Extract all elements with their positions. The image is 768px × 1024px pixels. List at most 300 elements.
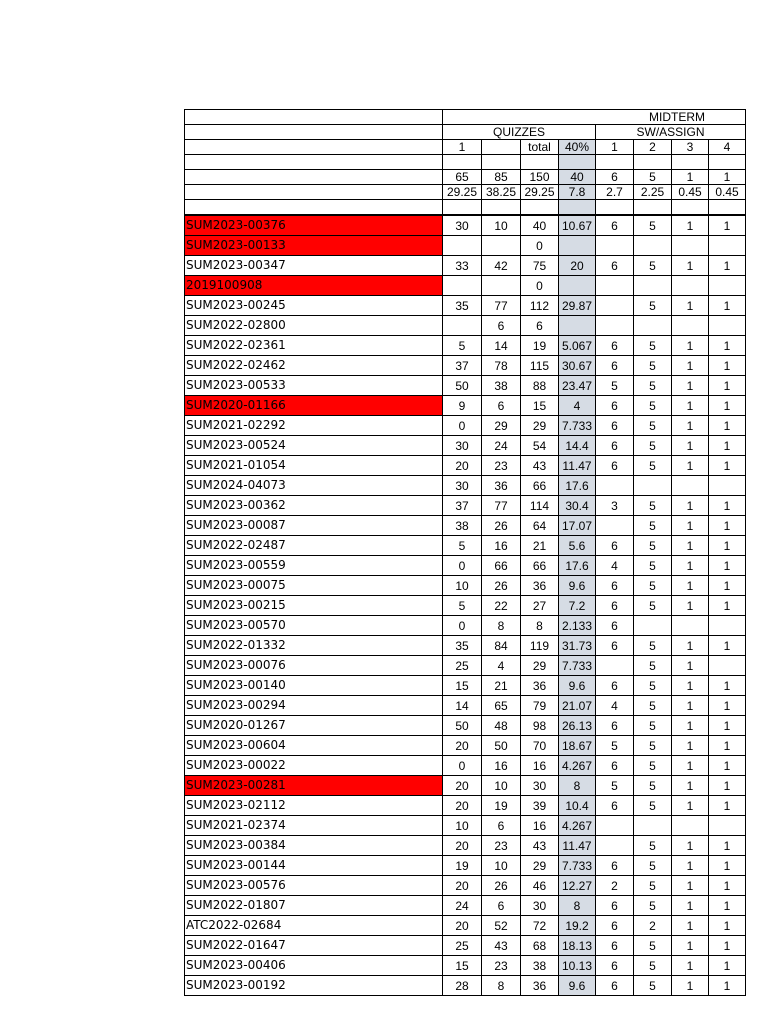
sw-assign-score-cell[interactable]: 4 [596,696,634,716]
sw-assign-score-cell[interactable]: 1 [709,756,746,776]
quiz-percent-cell[interactable]: 2.133 [559,616,596,636]
quiz-score-cell[interactable]: 66 [521,476,559,496]
quiz-percent-cell[interactable]: 4.267 [559,816,596,836]
quiz-score-cell[interactable]: 9 [443,396,482,416]
sw-assign-score-cell[interactable]: 5 [634,336,672,356]
sw-assign-score-cell[interactable]: 6 [596,256,634,276]
sw-assign-score-cell[interactable]: 1 [672,356,709,376]
student-id-cell[interactable]: SUM2023-02112 [185,796,443,816]
sw-assign-score-cell[interactable] [672,276,709,296]
student-id-cell[interactable]: SUM2023-00576 [185,876,443,896]
quiz-score-cell[interactable]: 8 [482,616,521,636]
quiz-score-cell[interactable]: 26 [482,876,521,896]
sw-assign-score-cell[interactable]: 5 [634,215,672,236]
quiz-score-cell[interactable]: 38 [443,516,482,536]
quiz-score-cell[interactable]: 5 [443,336,482,356]
sw-assign-score-cell[interactable]: 5 [634,676,672,696]
sw-assign-score-cell[interactable]: 5 [634,556,672,576]
quiz-score-cell[interactable]: 21 [482,676,521,696]
sw-assign-score-cell[interactable] [672,316,709,336]
sw-assign-score-cell[interactable] [709,616,746,636]
sw-assign-score-cell[interactable]: 6 [596,896,634,916]
quiz-score-cell[interactable]: 112 [521,296,559,316]
sw-assign-score-cell[interactable]: 1 [709,956,746,976]
student-id-cell[interactable]: SUM2023-00192 [185,976,443,996]
quiz-score-cell[interactable]: 77 [482,496,521,516]
quiz-score-cell[interactable]: 0 [443,556,482,576]
sw-assign-score-cell[interactable]: 5 [634,796,672,816]
sw-assign-score-cell[interactable]: 1 [672,956,709,976]
student-id-cell[interactable]: SUM2023-00524 [185,436,443,456]
quiz-score-cell[interactable]: 29 [521,656,559,676]
sw-assign-score-cell[interactable]: 1 [672,496,709,516]
quiz-percent-cell[interactable]: 7.733 [559,856,596,876]
quiz-score-cell[interactable]: 114 [521,496,559,516]
student-id-cell[interactable]: SUM2023-00604 [185,736,443,756]
quiz-percent-cell[interactable] [559,276,596,296]
quiz-score-cell[interactable]: 19 [521,336,559,356]
student-id-cell[interactable]: SUM2021-02374 [185,816,443,836]
quiz-score-cell[interactable]: 50 [443,716,482,736]
sw-assign-score-cell[interactable]: 5 [634,856,672,876]
sw-assign-score-cell[interactable]: 5 [634,356,672,376]
quiz-score-cell[interactable]: 5 [443,536,482,556]
quiz-score-cell[interactable]: 0 [443,756,482,776]
quiz-percent-cell[interactable]: 17.07 [559,516,596,536]
quiz-score-cell[interactable]: 30 [443,476,482,496]
sw-assign-score-cell[interactable]: 1 [709,336,746,356]
sw-assign-score-cell[interactable]: 5 [596,736,634,756]
quiz-score-cell[interactable] [443,236,482,256]
quiz-score-cell[interactable]: 25 [443,936,482,956]
quiz-score-cell[interactable]: 10 [482,776,521,796]
sw-assign-score-cell[interactable] [596,276,634,296]
quiz-score-cell[interactable]: 36 [521,576,559,596]
sw-assign-score-cell[interactable]: 1 [709,596,746,616]
sw-assign-score-cell[interactable]: 1 [672,936,709,956]
sw-assign-score-cell[interactable]: 1 [672,756,709,776]
sw-assign-score-cell[interactable]: 1 [709,876,746,896]
quiz-percent-cell[interactable]: 19.2 [559,916,596,936]
student-id-cell[interactable]: SUM2022-01807 [185,896,443,916]
sw-assign-score-cell[interactable]: 1 [709,296,746,316]
quiz-score-cell[interactable]: 115 [521,356,559,376]
quiz-percent-cell[interactable]: 17.6 [559,476,596,496]
sw-assign-score-cell[interactable]: 1 [672,876,709,896]
sw-assign-score-cell[interactable] [634,816,672,836]
sw-assign-score-cell[interactable]: 6 [596,396,634,416]
quiz-percent-cell[interactable]: 30.4 [559,496,596,516]
sw-assign-score-cell[interactable] [709,656,746,676]
sw-assign-score-cell[interactable] [634,316,672,336]
quiz-score-cell[interactable]: 70 [521,736,559,756]
quiz-score-cell[interactable]: 36 [521,976,559,996]
sw-assign-score-cell[interactable] [596,516,634,536]
sw-assign-score-cell[interactable]: 6 [596,356,634,376]
quiz-score-cell[interactable]: 65 [482,696,521,716]
quiz-score-cell[interactable]: 88 [521,376,559,396]
quiz-percent-cell[interactable]: 26.13 [559,716,596,736]
quiz-score-cell[interactable]: 10 [482,856,521,876]
quiz-score-cell[interactable]: 20 [443,776,482,796]
quiz-score-cell[interactable]: 16 [521,816,559,836]
sw-assign-score-cell[interactable]: 1 [672,856,709,876]
sw-assign-score-cell[interactable]: 6 [596,636,634,656]
sw-assign-score-cell[interactable]: 1 [672,436,709,456]
sw-assign-score-cell[interactable]: 1 [709,776,746,796]
quiz-score-cell[interactable]: 26 [482,576,521,596]
quiz-score-cell[interactable]: 6 [482,896,521,916]
student-id-cell[interactable]: SUM2022-01332 [185,636,443,656]
sw-assign-score-cell[interactable] [596,836,634,856]
quiz-percent-cell[interactable]: 12.27 [559,876,596,896]
quiz-score-cell[interactable]: 30 [521,896,559,916]
sw-assign-score-cell[interactable]: 1 [709,976,746,996]
quiz-score-cell[interactable]: 37 [443,496,482,516]
sw-assign-score-cell[interactable]: 1 [672,296,709,316]
sw-assign-score-cell[interactable]: 1 [672,396,709,416]
quiz-score-cell[interactable] [482,236,521,256]
sw-assign-score-cell[interactable] [709,276,746,296]
sw-assign-score-cell[interactable]: 1 [709,736,746,756]
sw-assign-score-cell[interactable]: 6 [596,536,634,556]
sw-assign-score-cell[interactable]: 1 [672,916,709,936]
sw-assign-score-cell[interactable]: 2 [634,916,672,936]
quiz-score-cell[interactable]: 66 [521,556,559,576]
student-id-cell[interactable]: SUM2023-00294 [185,696,443,716]
sw-assign-score-cell[interactable] [634,616,672,636]
quiz-score-cell[interactable]: 29 [521,416,559,436]
quiz-percent-cell[interactable]: 10.67 [559,215,596,236]
quiz-score-cell[interactable]: 6 [482,396,521,416]
quiz-score-cell[interactable] [443,276,482,296]
sw-assign-score-cell[interactable]: 6 [596,956,634,976]
quiz-score-cell[interactable]: 0 [521,276,559,296]
sw-assign-score-cell[interactable] [634,236,672,256]
student-id-cell[interactable]: SUM2023-00245 [185,296,443,316]
sw-assign-score-cell[interactable]: 1 [709,256,746,276]
quiz-score-cell[interactable]: 24 [443,896,482,916]
quiz-score-cell[interactable]: 0 [443,416,482,436]
sw-assign-score-cell[interactable] [672,616,709,636]
sw-assign-score-cell[interactable] [634,276,672,296]
quiz-score-cell[interactable]: 30 [443,436,482,456]
quiz-score-cell[interactable]: 29 [482,416,521,436]
sw-assign-score-cell[interactable]: 1 [709,856,746,876]
quiz-score-cell[interactable]: 77 [482,296,521,316]
quiz-score-cell[interactable]: 6 [521,316,559,336]
sw-assign-score-cell[interactable]: 1 [709,456,746,476]
quiz-percent-cell[interactable]: 11.47 [559,456,596,476]
quiz-percent-cell[interactable]: 9.6 [559,576,596,596]
quiz-score-cell[interactable]: 16 [482,756,521,776]
sw-assign-score-cell[interactable]: 1 [672,215,709,236]
quiz-score-cell[interactable]: 4 [482,656,521,676]
sw-assign-score-cell[interactable]: 1 [672,596,709,616]
sw-assign-score-cell[interactable]: 5 [634,436,672,456]
student-id-cell[interactable]: SUM2020-01267 [185,716,443,736]
quiz-score-cell[interactable]: 35 [443,636,482,656]
quiz-percent-cell[interactable] [559,316,596,336]
sw-assign-score-cell[interactable]: 6 [596,936,634,956]
student-id-cell[interactable]: SUM2022-02487 [185,536,443,556]
sw-assign-score-cell[interactable]: 5 [634,636,672,656]
student-id-cell[interactable]: SUM2021-01054 [185,456,443,476]
sw-assign-score-cell[interactable]: 6 [596,336,634,356]
quiz-percent-cell[interactable]: 7.2 [559,596,596,616]
sw-assign-score-cell[interactable]: 1 [672,696,709,716]
quiz-score-cell[interactable]: 16 [521,756,559,776]
quiz-score-cell[interactable]: 79 [521,696,559,716]
sw-assign-score-cell[interactable]: 1 [672,456,709,476]
sw-assign-score-cell[interactable]: 1 [709,676,746,696]
sw-assign-score-cell[interactable]: 1 [709,416,746,436]
sw-assign-score-cell[interactable]: 1 [672,336,709,356]
sw-assign-score-cell[interactable]: 2 [596,876,634,896]
quiz-score-cell[interactable]: 54 [521,436,559,456]
quiz-percent-cell[interactable]: 8 [559,776,596,796]
sw-assign-score-cell[interactable] [672,816,709,836]
quiz-percent-cell[interactable]: 20 [559,256,596,276]
quiz-score-cell[interactable]: 26 [482,516,521,536]
quiz-score-cell[interactable]: 43 [521,836,559,856]
quiz-percent-cell[interactable]: 5.067 [559,336,596,356]
sw-assign-score-cell[interactable]: 6 [596,616,634,636]
quiz-score-cell[interactable]: 30 [521,776,559,796]
student-id-cell[interactable]: SUM2024-04073 [185,476,443,496]
sw-assign-score-cell[interactable]: 5 [634,956,672,976]
quiz-score-cell[interactable]: 20 [443,796,482,816]
quiz-score-cell[interactable]: 23 [482,456,521,476]
sw-assign-score-cell[interactable] [596,476,634,496]
sw-assign-score-cell[interactable]: 6 [596,456,634,476]
sw-assign-score-cell[interactable]: 1 [672,416,709,436]
sw-assign-score-cell[interactable]: 1 [709,696,746,716]
student-id-cell[interactable]: SUM2021-02292 [185,416,443,436]
sw-assign-score-cell[interactable]: 1 [672,736,709,756]
quiz-score-cell[interactable]: 50 [482,736,521,756]
quiz-score-cell[interactable]: 25 [443,656,482,676]
sw-assign-score-cell[interactable]: 1 [709,636,746,656]
quiz-percent-cell[interactable]: 10.4 [559,796,596,816]
student-id-cell[interactable]: SUM2023-00144 [185,856,443,876]
sw-assign-score-cell[interactable]: 1 [709,576,746,596]
quiz-score-cell[interactable]: 38 [521,956,559,976]
sw-assign-score-cell[interactable]: 1 [672,516,709,536]
sw-assign-score-cell[interactable] [596,816,634,836]
quiz-score-cell[interactable]: 30 [443,215,482,236]
sw-assign-score-cell[interactable]: 5 [634,776,672,796]
sw-assign-score-cell[interactable]: 5 [634,896,672,916]
sw-assign-score-cell[interactable]: 1 [672,556,709,576]
quiz-score-cell[interactable]: 119 [521,636,559,656]
quiz-percent-cell[interactable]: 30.67 [559,356,596,376]
sw-assign-score-cell[interactable]: 5 [634,736,672,756]
sw-assign-score-cell[interactable]: 1 [672,576,709,596]
quiz-score-cell[interactable]: 27 [521,596,559,616]
sw-assign-score-cell[interactable]: 5 [596,376,634,396]
quiz-score-cell[interactable]: 20 [443,876,482,896]
sw-assign-score-cell[interactable] [596,656,634,676]
sw-assign-score-cell[interactable]: 5 [596,776,634,796]
quiz-score-cell[interactable]: 29 [521,856,559,876]
quiz-score-cell[interactable]: 72 [521,916,559,936]
sw-assign-score-cell[interactable]: 5 [634,876,672,896]
quiz-percent-cell[interactable]: 4.267 [559,756,596,776]
student-id-cell[interactable]: SUM2023-00022 [185,756,443,776]
quiz-percent-cell[interactable]: 4 [559,396,596,416]
sw-assign-score-cell[interactable] [709,816,746,836]
student-id-cell[interactable]: SUM2023-00133 [185,236,443,256]
sw-assign-score-cell[interactable]: 1 [709,496,746,516]
sw-assign-score-cell[interactable] [596,236,634,256]
sw-assign-score-cell[interactable]: 5 [634,716,672,736]
quiz-percent-cell[interactable]: 9.6 [559,676,596,696]
quiz-score-cell[interactable]: 8 [521,616,559,636]
quiz-score-cell[interactable]: 68 [521,936,559,956]
sw-assign-score-cell[interactable]: 5 [634,296,672,316]
quiz-score-cell[interactable]: 28 [443,976,482,996]
quiz-score-cell[interactable]: 8 [482,976,521,996]
student-id-cell[interactable]: SUM2023-00559 [185,556,443,576]
quiz-percent-cell[interactable]: 21.07 [559,696,596,716]
sw-assign-score-cell[interactable] [634,476,672,496]
sw-assign-score-cell[interactable]: 5 [634,596,672,616]
quiz-percent-cell[interactable] [559,236,596,256]
quiz-score-cell[interactable]: 78 [482,356,521,376]
sw-assign-score-cell[interactable]: 3 [596,496,634,516]
sw-assign-score-cell[interactable]: 1 [672,716,709,736]
quiz-percent-cell[interactable]: 23.47 [559,376,596,396]
quiz-score-cell[interactable]: 24 [482,436,521,456]
sw-assign-score-cell[interactable]: 1 [709,396,746,416]
quiz-score-cell[interactable]: 20 [443,736,482,756]
quiz-score-cell[interactable]: 75 [521,256,559,276]
quiz-score-cell[interactable] [443,316,482,336]
sw-assign-score-cell[interactable]: 6 [596,856,634,876]
quiz-score-cell[interactable]: 48 [482,716,521,736]
quiz-score-cell[interactable]: 46 [521,876,559,896]
student-id-cell[interactable]: SUM2023-00215 [185,596,443,616]
sw-assign-score-cell[interactable]: 6 [596,916,634,936]
quiz-percent-cell[interactable]: 5.6 [559,536,596,556]
quiz-percent-cell[interactable]: 7.733 [559,416,596,436]
sw-assign-score-cell[interactable]: 5 [634,456,672,476]
sw-assign-score-cell[interactable]: 1 [709,936,746,956]
sw-assign-score-cell[interactable]: 5 [634,536,672,556]
quiz-score-cell[interactable]: 6 [482,816,521,836]
quiz-percent-cell[interactable]: 31.73 [559,636,596,656]
sw-assign-score-cell[interactable]: 1 [709,716,746,736]
sw-assign-score-cell[interactable]: 1 [709,376,746,396]
quiz-percent-cell[interactable]: 14.4 [559,436,596,456]
quiz-percent-cell[interactable]: 7.733 [559,656,596,676]
sw-assign-score-cell[interactable]: 6 [596,756,634,776]
sw-assign-score-cell[interactable]: 1 [709,536,746,556]
sw-assign-score-cell[interactable]: 5 [634,516,672,536]
quiz-score-cell[interactable]: 22 [482,596,521,616]
quiz-score-cell[interactable]: 23 [482,956,521,976]
quiz-score-cell[interactable]: 52 [482,916,521,936]
quiz-score-cell[interactable]: 43 [482,936,521,956]
sw-assign-score-cell[interactable] [709,316,746,336]
sw-assign-score-cell[interactable]: 1 [709,516,746,536]
quiz-score-cell[interactable]: 0 [443,616,482,636]
student-id-cell[interactable]: SUM2023-00075 [185,576,443,596]
quiz-score-cell[interactable]: 84 [482,636,521,656]
sw-assign-score-cell[interactable]: 5 [634,976,672,996]
quiz-score-cell[interactable]: 50 [443,376,482,396]
sw-assign-score-cell[interactable]: 5 [634,836,672,856]
sw-assign-score-cell[interactable]: 1 [672,976,709,996]
quiz-score-cell[interactable] [482,276,521,296]
sw-assign-score-cell[interactable]: 5 [634,656,672,676]
quiz-score-cell[interactable]: 10 [482,215,521,236]
quiz-score-cell[interactable]: 42 [482,256,521,276]
quiz-percent-cell[interactable]: 18.67 [559,736,596,756]
quiz-score-cell[interactable]: 19 [482,796,521,816]
sw-assign-score-cell[interactable]: 1 [709,836,746,856]
quiz-score-cell[interactable]: 39 [521,796,559,816]
sw-assign-score-cell[interactable]: 1 [709,556,746,576]
student-id-cell[interactable]: SUM2022-01647 [185,936,443,956]
sw-assign-score-cell[interactable]: 5 [634,496,672,516]
quiz-score-cell[interactable]: 19 [443,856,482,876]
student-id-cell[interactable]: SUM2022-02800 [185,316,443,336]
student-id-cell[interactable]: SUM2023-00406 [185,956,443,976]
sw-assign-score-cell[interactable]: 1 [672,796,709,816]
quiz-score-cell[interactable]: 40 [521,215,559,236]
sw-assign-score-cell[interactable] [709,236,746,256]
quiz-score-cell[interactable]: 64 [521,516,559,536]
sw-assign-score-cell[interactable]: 1 [709,896,746,916]
quiz-score-cell[interactable]: 37 [443,356,482,376]
quiz-score-cell[interactable]: 36 [521,676,559,696]
quiz-score-cell[interactable]: 16 [482,536,521,556]
quiz-percent-cell[interactable]: 10.13 [559,956,596,976]
sw-assign-score-cell[interactable]: 1 [709,356,746,376]
sw-assign-score-cell[interactable] [672,236,709,256]
sw-assign-score-cell[interactable] [596,296,634,316]
sw-assign-score-cell[interactable]: 5 [634,936,672,956]
quiz-score-cell[interactable]: 5 [443,596,482,616]
quiz-score-cell[interactable]: 20 [443,916,482,936]
student-id-cell[interactable]: SUM2020-01166 [185,396,443,416]
student-id-cell[interactable]: SUM2023-00362 [185,496,443,516]
sw-assign-score-cell[interactable]: 6 [596,436,634,456]
quiz-score-cell[interactable]: 98 [521,716,559,736]
sw-assign-score-cell[interactable]: 6 [596,796,634,816]
sw-assign-score-cell[interactable]: 1 [672,636,709,656]
sw-assign-score-cell[interactable]: 4 [596,556,634,576]
student-id-cell[interactable]: SUM2023-00570 [185,616,443,636]
quiz-score-cell[interactable]: 0 [521,236,559,256]
quiz-score-cell[interactable]: 23 [482,836,521,856]
quiz-percent-cell[interactable]: 9.6 [559,976,596,996]
sw-assign-score-cell[interactable]: 5 [634,696,672,716]
quiz-score-cell[interactable]: 38 [482,376,521,396]
quiz-score-cell[interactable]: 10 [443,816,482,836]
sw-assign-score-cell[interactable]: 5 [634,756,672,776]
student-id-cell[interactable]: SUM2022-02462 [185,356,443,376]
quiz-percent-cell[interactable]: 17.6 [559,556,596,576]
quiz-percent-cell[interactable]: 11.47 [559,836,596,856]
sw-assign-score-cell[interactable] [709,476,746,496]
quiz-score-cell[interactable]: 20 [443,836,482,856]
sw-assign-score-cell[interactable]: 6 [596,215,634,236]
sw-assign-score-cell[interactable]: 1 [672,536,709,556]
sw-assign-score-cell[interactable]: 1 [672,376,709,396]
